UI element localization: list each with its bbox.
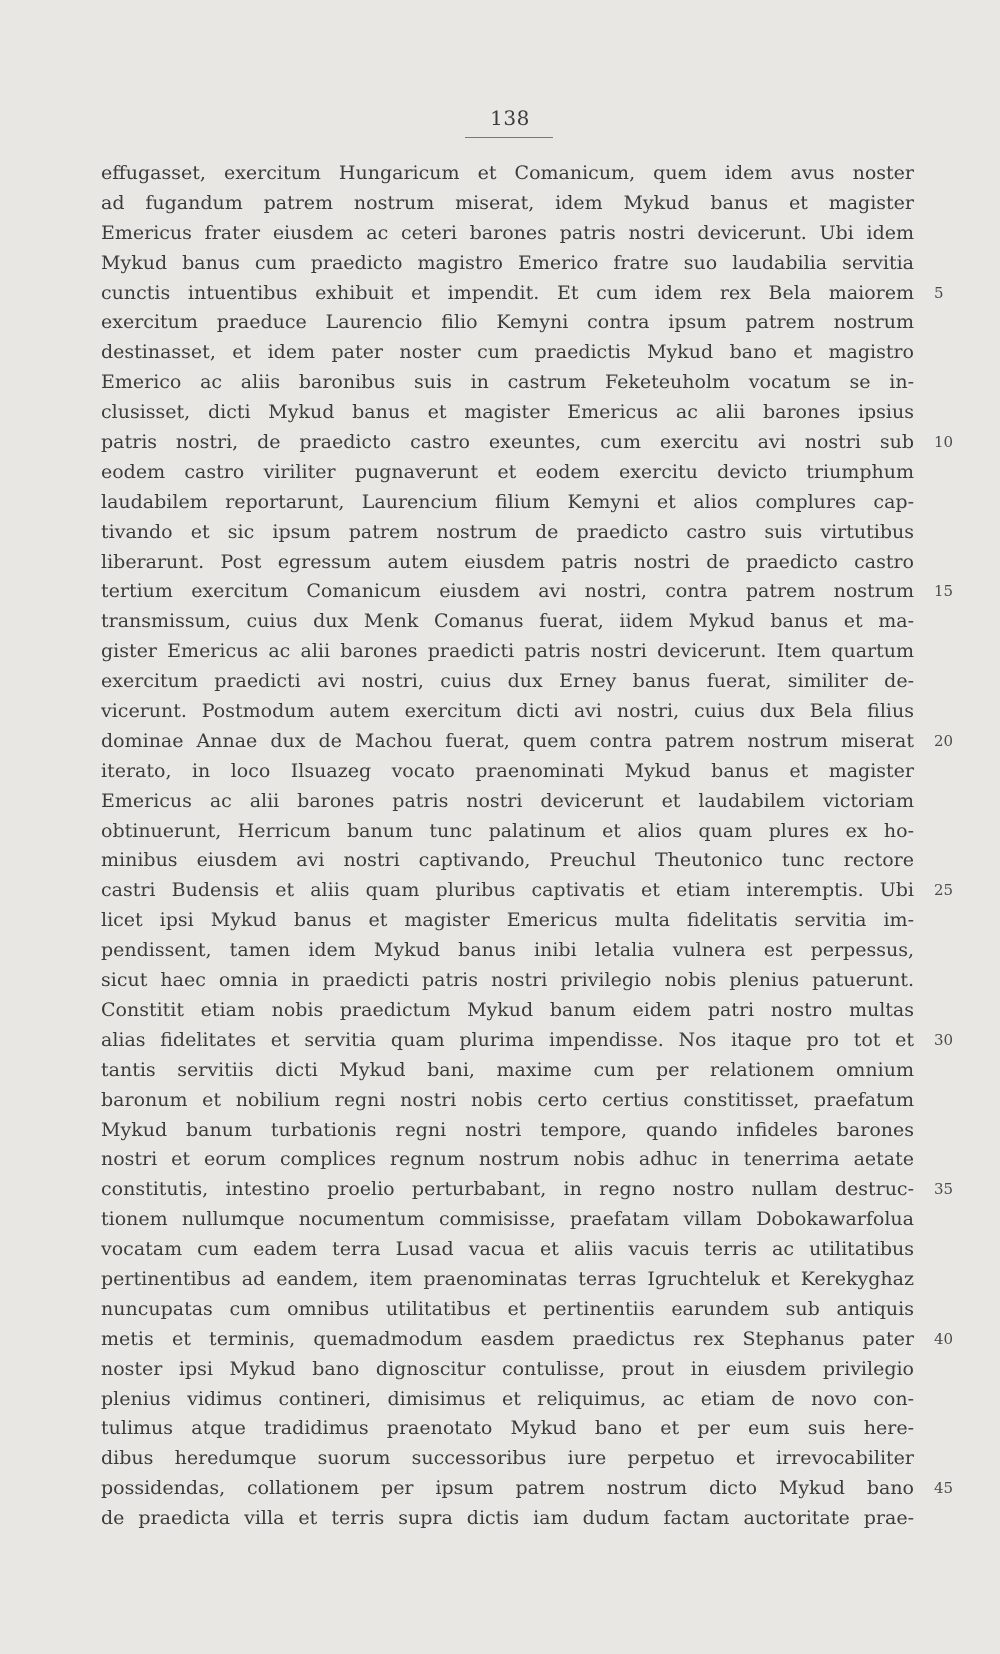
text-line [101, 1325, 954, 1355]
line-text: vicerunt. Postmodum autem exercitum dicti avi nostri, cuius dux Bela filius [101, 700, 914, 723]
line-text: dominae Annae dux de Machou fuerat, quem contra patrem nostrum miserat [101, 729, 914, 752]
text-line [101, 428, 954, 458]
text-line [101, 1086, 914, 1116]
text-line [101, 876, 954, 906]
line-text: Emericus ac alii barones patris nostri devicerunt et laudabilem victoriam [101, 789, 914, 812]
line-text: licet ipsi Mykud banus et magister Emericus multa fidelitatis servitia im- [101, 909, 914, 932]
line-text: gister Emericus ac alii barones praedicti patris nostri devicerunt. Item quartum [101, 640, 914, 663]
line-text: patris nostri, de praedicto castro exeuntes, cum exercitu avi nostri sub [101, 431, 914, 454]
line-text: Emericus frater eiusdem ac ceteri barones patris nostri devicerunt. Ubi idem [101, 221, 914, 244]
text-line [101, 637, 914, 667]
text-line [101, 338, 914, 368]
text-line [101, 607, 914, 637]
text-line [101, 996, 914, 1026]
text-line [101, 1444, 914, 1474]
line-text: castri Budensis et aliis quam pluribus captivatis et etiam interemptis. Ubi [101, 879, 914, 902]
line-number: 35 [934, 1180, 954, 1199]
line-text: exercitum praedicti avi nostri, cuius dux Erney banus fuerat, similiter de- [101, 670, 914, 693]
line-text: effugasset, exercitum Hungaricum et Comanicum, quem idem avus noster [101, 162, 914, 184]
text-line [101, 458, 914, 488]
line-text: ad fugandum patrem nostrum miserat, idem Mykud banus et magister [101, 191, 914, 214]
line-text: laudabilem reportarunt, Laurencium filium Kemyni et alios complures cap- [101, 490, 914, 513]
line-text: tertium exercitum Comanicum eiusdem avi nostri, contra patrem nostrum [101, 580, 914, 603]
line-text: Constitit etiam nobis praedictum Mykud banum eidem patri nostro multas [101, 998, 914, 1021]
text-line [101, 189, 914, 219]
line-text: baronum et nobilium regni nostri nobis certo certius constitisset, praefatum [101, 1088, 914, 1111]
text-line [101, 1145, 914, 1175]
text-line [101, 936, 914, 966]
text-line [101, 906, 914, 936]
line-text: dibus heredumque suorum successoribus iure perpetuo et irrevocabiliter [101, 1447, 914, 1470]
line-text: destinasset, et idem pater noster cum praedictis Mykud bano et magistro [101, 341, 914, 364]
line-text: vocatam cum eadem terra Lusad vacua et aliis vacuis terris ac utilitatibus [101, 1238, 914, 1261]
line-text: cunctis intuentibus exhibuit et impendit. Et cum idem rex Bela maiorem [101, 281, 914, 304]
text-line [101, 667, 914, 697]
text-line [101, 787, 914, 817]
text-line [101, 757, 914, 787]
line-text: obtinuerunt, Herricum banum tunc palatinum et alios quam plures ex ho- [101, 819, 914, 842]
line-number: 10 [934, 433, 954, 452]
line-text: Mykud banum turbationis regni nostri tempore, quando infideles barones [101, 1118, 914, 1141]
line-text: tulimus atque tradidimus praenotato Mykud bano et per eum suis here- [101, 1417, 914, 1440]
text-line [101, 518, 914, 548]
text-line [101, 1116, 914, 1146]
text-line [101, 249, 914, 279]
page-number: 138 [490, 106, 530, 130]
page-number-rule [465, 137, 553, 138]
text-line [101, 1265, 914, 1295]
line-text: liberarunt. Post egressum autem eiusdem patris nostri de praedicto castro [101, 550, 914, 573]
line-text: iterato, in loco Ilsuazeg vocato praenominati Mykud banus et magister [101, 759, 914, 782]
text-line [101, 368, 914, 398]
line-text: pertinentibus ad eandem, item praenominatas terras Igruchteluk et Kerekyghaz [101, 1267, 914, 1290]
line-text: constitutis, intestino proelio perturbabant, in regno nostro nullam destruc- [101, 1178, 914, 1201]
text-line [101, 1026, 954, 1056]
line-text: alias fidelitates et servitia quam plurima impendisse. Nos itaque pro tot et [101, 1028, 914, 1051]
line-text: clusisset, dicti Mykud banus et magister Emericus ac alii barones ipsius [101, 401, 914, 424]
text-line [101, 1414, 914, 1444]
text-line [101, 577, 954, 607]
text-line [101, 488, 914, 518]
line-text: nostri et eorum complices regnum nostrum nobis adhuc in tenerrima aetate [101, 1148, 914, 1171]
line-number: 5 [934, 283, 944, 302]
line-number: 45 [934, 1479, 954, 1498]
text-line [101, 548, 914, 578]
line-text: de praedicta villa et terris supra dictis iam dudum factam auctoritate prae- [101, 1507, 914, 1530]
text-line [101, 1474, 954, 1504]
line-number: 30 [934, 1030, 954, 1049]
line-text: tantis servitiis dicti Mykud bani, maxime cum per relationem omnium [101, 1058, 914, 1081]
line-text: transmissum, cuius dux Menk Comanus fuerat, iidem Mykud banus et ma- [101, 610, 914, 633]
line-text: nuncupatas cum omnibus utilitatibus et pertinentiis earundem sub antiquis [101, 1297, 914, 1320]
document-body [101, 159, 954, 1534]
line-text: sicut haec omnia in praedicti patris nostri privilegio nobis plenius patuerunt. [101, 969, 914, 992]
line-text: eodem castro viriliter pugnaverunt et eodem exercitu devicto triumphum [101, 460, 914, 483]
line-text: tivando et sic ipsum patrem nostrum de praedicto castro suis virtutibus [101, 520, 914, 543]
line-text: metis et terminis, quemadmodum easdem praedictus rex Stephanus pater [101, 1327, 914, 1350]
text-line [101, 308, 914, 338]
text-line [101, 697, 914, 727]
line-text: plenius vidimus contineri, dimisimus et reliquimus, ac etiam de novo con- [101, 1387, 914, 1410]
line-text: minibus eiusdem avi nostri captivando, Preuchul Theutonico tunc rectore [101, 849, 914, 872]
text-line [101, 1504, 914, 1534]
line-text: pendissent, tamen idem Mykud banus inibi letalia vulnera est perpessus, [101, 939, 914, 962]
text-line [101, 727, 954, 757]
text-line [101, 817, 914, 847]
text-line [101, 159, 914, 189]
text-line [101, 1175, 954, 1205]
text-line [101, 1355, 914, 1385]
line-text: exercitum praeduce Laurencio filio Kemyni contra ipsum patrem nostrum [101, 311, 914, 334]
line-text: tionem nullumque nocumentum commisisse, praefatam villam Dobokawarfolua [101, 1208, 914, 1231]
text-line [101, 846, 914, 876]
text-line [101, 219, 914, 249]
text-line [101, 1205, 914, 1235]
text-line [101, 398, 914, 428]
text-line [101, 1295, 914, 1325]
text-line [101, 1056, 914, 1086]
line-number: 40 [934, 1329, 954, 1348]
line-number: 20 [934, 731, 954, 750]
line-number: 15 [934, 582, 954, 601]
line-text: possidendas, collationem per ipsum patrem nostrum dicto Mykud bano [101, 1477, 914, 1500]
text-line [101, 966, 914, 996]
text-line [101, 1235, 914, 1265]
line-number: 25 [934, 881, 954, 900]
text-line [101, 279, 944, 309]
line-text: Emerico ac aliis baronibus suis in castrum Feketeuholm vocatum se in- [101, 371, 914, 394]
line-text: noster ipsi Mykud bano dignoscitur contulisse, prout in eiusdem privilegio [101, 1357, 914, 1380]
line-text: Mykud banus cum praedicto magistro Emerico fratre suo laudabilia servitia [101, 251, 914, 274]
text-line [101, 1385, 914, 1415]
